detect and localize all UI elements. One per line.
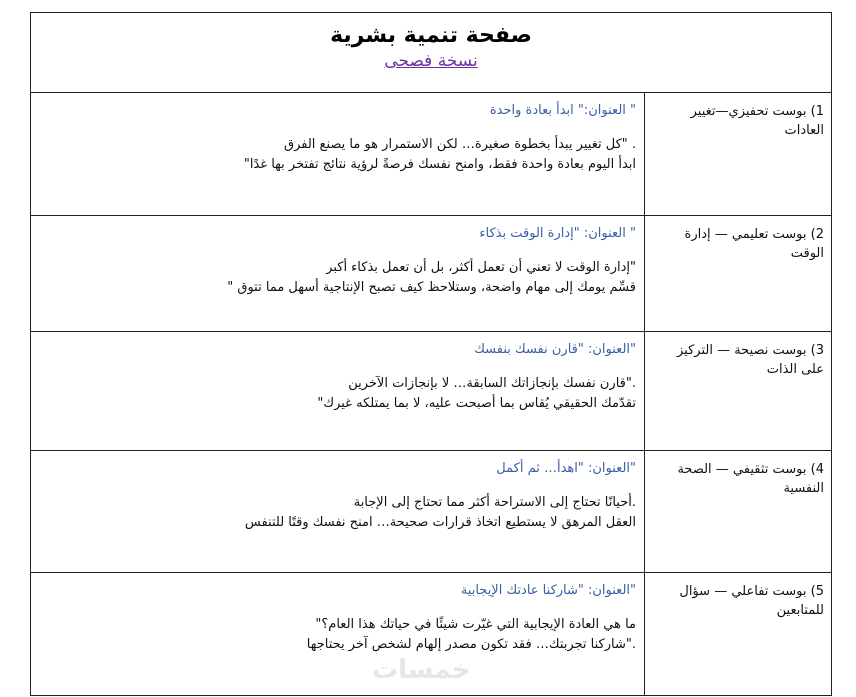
row-content bbox=[31, 573, 644, 695]
document-table bbox=[30, 12, 832, 696]
post-body bbox=[39, 615, 636, 655]
post-body bbox=[39, 374, 636, 414]
row-content bbox=[31, 451, 644, 572]
header-cell bbox=[31, 13, 831, 93]
row-content bbox=[31, 332, 644, 450]
post-line: ابدأ اليوم بعادة واحدة فقط، وامنح نفسك فرصةً لرؤية نتائج تفتخر بها غدًا" bbox=[243, 157, 636, 172]
table-row bbox=[31, 93, 831, 216]
post-title: "العنوان: "قارن نفسك بنفسك bbox=[474, 342, 636, 357]
row-label: 1) بوست تحفيزي—تغيير العادات bbox=[644, 93, 831, 215]
post-title: " العنوان: "إدارة الوقت بذكاء bbox=[479, 226, 636, 241]
post-title: " العنوان:" ابدأ بعادة واحدة bbox=[489, 103, 636, 118]
post-line: "إدارة الوقت لا تعني أن تعمل أكثر، بل أن تعمل بذكاء أكبر bbox=[326, 260, 636, 275]
row-label: 3) بوست نصيحة — التركيز على الذات bbox=[644, 332, 831, 450]
post-body bbox=[39, 493, 636, 533]
watermark-logo: خمسات bbox=[372, 655, 471, 685]
row-label: 2) بوست تعليمي — إدارة الوقت bbox=[644, 216, 831, 331]
post-line: . "كل تغيير يبدأ بخطوة صغيرة… لكن الاستمرار هو ما يصنع الفرق bbox=[284, 137, 636, 152]
row-content bbox=[31, 93, 644, 215]
post-line: ."شاركنا تجربتك… فقد تكون مصدر إلهام لشخص آخر يحتاجها bbox=[306, 637, 636, 652]
post-line: تقدّمك الحقيقي يُقاس بما أصبحت عليه، لا بما يمتلكه غيرك" bbox=[317, 396, 636, 411]
row-label: 4) بوست تثقيفي — الصحة النفسية bbox=[644, 451, 831, 572]
subtitle-link[interactable]: نسخة فصحى bbox=[384, 51, 478, 71]
table-row bbox=[31, 451, 831, 573]
post-body bbox=[39, 135, 636, 175]
row-content bbox=[31, 216, 644, 331]
post-body bbox=[39, 258, 636, 298]
page-title: صفحة تنمية بشرية bbox=[330, 23, 532, 48]
post-line: ."قارن نفسك بإنجازاتك السابقة… لا بإنجازات الآخرين bbox=[348, 376, 636, 391]
row-label: 5) بوست تفاعلي — سؤال للمتابعين bbox=[644, 573, 831, 695]
table-row bbox=[31, 216, 831, 332]
post-line: قسِّم يومك إلى مهام واضحة، وستلاحظ كيف تصبح الإنتاجية أسهل مما تتوق " bbox=[227, 280, 636, 295]
post-line: .أحيانًا تحتاج إلى الاستراحة أكثر مما تحتاج إلى الإجابة bbox=[353, 495, 636, 510]
post-title: "العنوان: "شاركنا عادتك الإيجابية bbox=[460, 583, 636, 598]
post-line: العقل المرهق لا يستطيع اتخاذ قرارات صحيحة… امنح نفسك وقتًا للتنفس bbox=[244, 515, 636, 530]
table-row bbox=[31, 332, 831, 451]
post-line: ما هي العادة الإيجابية التي غيّرت شيئًا في حياتك هذا العام؟" bbox=[315, 617, 636, 632]
post-title: "العنوان: "اهدأ… ثم أكمل bbox=[496, 461, 636, 476]
